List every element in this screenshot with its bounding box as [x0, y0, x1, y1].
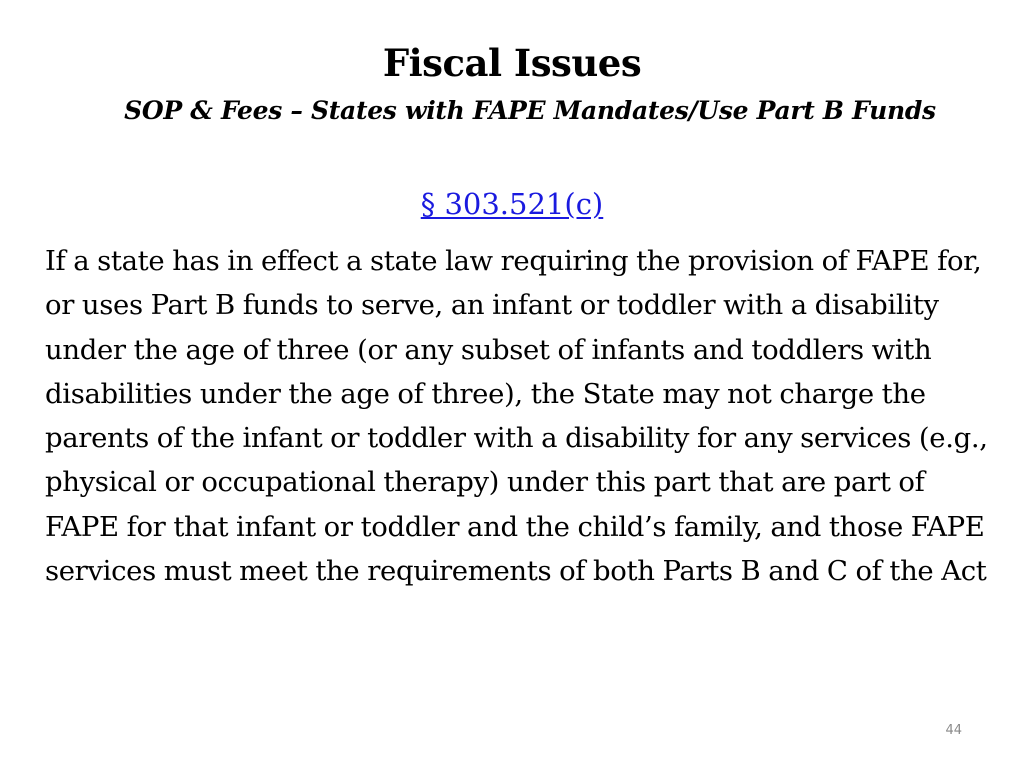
page-number: 44	[945, 723, 962, 738]
citation-link[interactable]: § 303.521(c)	[420, 187, 604, 221]
slide-title: Fiscal Issues	[382, 41, 642, 85]
body-paragraph: If a state has in effect a state law requiring the provision of FAPE for, or uses Part B funds to serve, an infant or toddler with a disability under the age of three (or any subset of infants and toddlers with disabilities under the age of three), the State may not charge the parents of the infant or toddler with a disability for any services (e.g., physical or occupational therapy) under this part that are part of FAPE for that infant or toddler and the child’s family, and those FAPE services must meet the requirements of both Parts B and C of the Act	[45, 245, 988, 588]
citation	[0, 184, 1024, 224]
slide-subtitle: SOP & Fees – States with FAPE Mandates/Use Part B Funds	[124, 96, 936, 125]
